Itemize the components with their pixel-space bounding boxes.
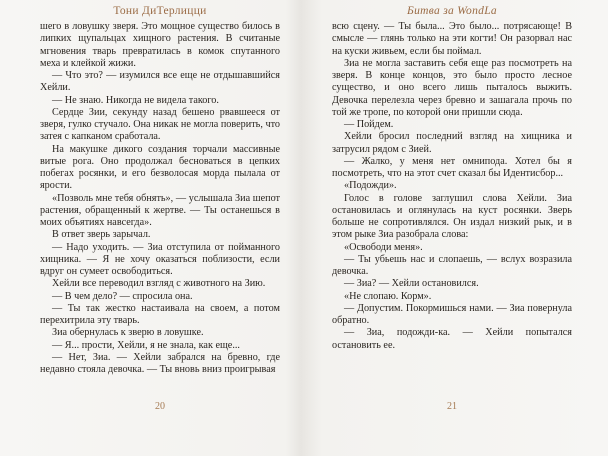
- paragraph: — Ты убьешь нас и слопаешь, — вслух возразила девочка.: [332, 253, 572, 277]
- paragraph: всю сцену. — Ты была... Это было... потрясающе! В смысле — глянь только на эти когти! Он разорвал нас на куски живьем, если бы поймал.: [332, 21, 572, 57]
- paragraph: — Жалко, у меня нет омнипода. Хотел бы я посмотреть, что на этот счет сказал бы Идентисбор...: [332, 155, 572, 179]
- paragraph: — Зиа, подожди-ка. — Хейли попытался остановить ее.: [332, 327, 572, 351]
- paragraph: «Подожди».: [344, 180, 397, 192]
- paragraph: «Освободи меня».: [344, 241, 423, 253]
- right-page: [332, 0, 572, 456]
- paragraph: «Не слопаю. Корм».: [344, 290, 432, 302]
- paragraph: Зиа не могла заставить себя еще раз посмотреть на зверя. В конце концов, это было просто лесное существо, и оно всего лишь пыталось выжить. Девочка перелезла через бревно и зашагала прочь по той же тропе, по которой они пришли сюда.: [332, 57, 572, 118]
- paragraph: — Не знаю. Никогда не видела такого.: [52, 94, 219, 106]
- paragraph: — Я... прости, Хейли, я не знала, как еще...: [52, 339, 240, 351]
- paragraph: — Пойдем.: [344, 119, 394, 130]
- paragraph: — Что это? — изумился все еще не отдышавшийся Хейли.: [40, 70, 280, 94]
- paragraph: — Зиа? — Хейли остановился.: [344, 278, 479, 290]
- right-page-text: [332, 21, 572, 352]
- paragraph: — Допустим. Покормишься нами. — Зиа повернула обратно.: [332, 302, 572, 326]
- left-running-head: Тони ДиТерлицци: [113, 5, 207, 17]
- paragraph: шего в ловушку зверя. Это мощное существо билось в липких щупальцах хищного растения. В считаные мгновения тварь превратилась в комок спутанного меха и клейкой жижи.: [40, 21, 280, 69]
- paragraph: «Позволь мне тебя обнять», — услышала Зиа шепот растения, обращенный к жертве. — Ты останешься в моих объятиях навсегда».: [40, 192, 280, 228]
- paragraph: Голос в голове заглушил слова Хейли. Зиа остановилась и оглянулась на куст росянки. Зверь больше не сопротивлялся. Он издал низкий рык, и в этом рыке Зиа разобрала слова:: [332, 192, 572, 241]
- paragraph: На макушке дикого создания торчали массивные витые рога. Оно продолжал бесноваться в цепких побегах росянки, и его безволосая морда пылала от ярости.: [40, 143, 280, 192]
- paragraph: — В чем дело? — спросила она.: [52, 290, 193, 302]
- paragraph: — Нет, Зиа. — Хейли забрался на бревно, где недавно стояла девочка. — Ты вновь вниз проигрывая: [40, 351, 280, 375]
- paragraph: — Надо уходить. — Зиа отступила от пойманного хищника. — Я не хочу оказаться поблизости, если вдруг он сумеет освободиться.: [40, 241, 280, 277]
- paragraph: В ответ зверь зарычал.: [52, 229, 151, 241]
- left-page: [40, 0, 280, 456]
- right-page-number: 21: [447, 401, 457, 412]
- right-running-head: Битва за WondLa: [407, 5, 497, 17]
- left-page-text: [40, 21, 280, 376]
- paragraph: Сердце Зии, секунду назад бешено рвавшееся от зверя, гулко стучало. Она никак не могла поверить, что затея с капканом сработала.: [40, 106, 280, 143]
- paragraph: — Ты так жестко настаивала на своем, а потом перехитрила эту тварь.: [40, 302, 280, 326]
- paragraph: Хейли все переводил взгляд с животного на Зию.: [52, 278, 266, 290]
- paragraph: Зиа обернулась к зверю в ловушке.: [52, 327, 204, 339]
- paragraph: Хейли бросил последний взгляд на хищника и затрусил рядом с Зией.: [332, 131, 572, 155]
- left-page-number: 20: [155, 401, 165, 412]
